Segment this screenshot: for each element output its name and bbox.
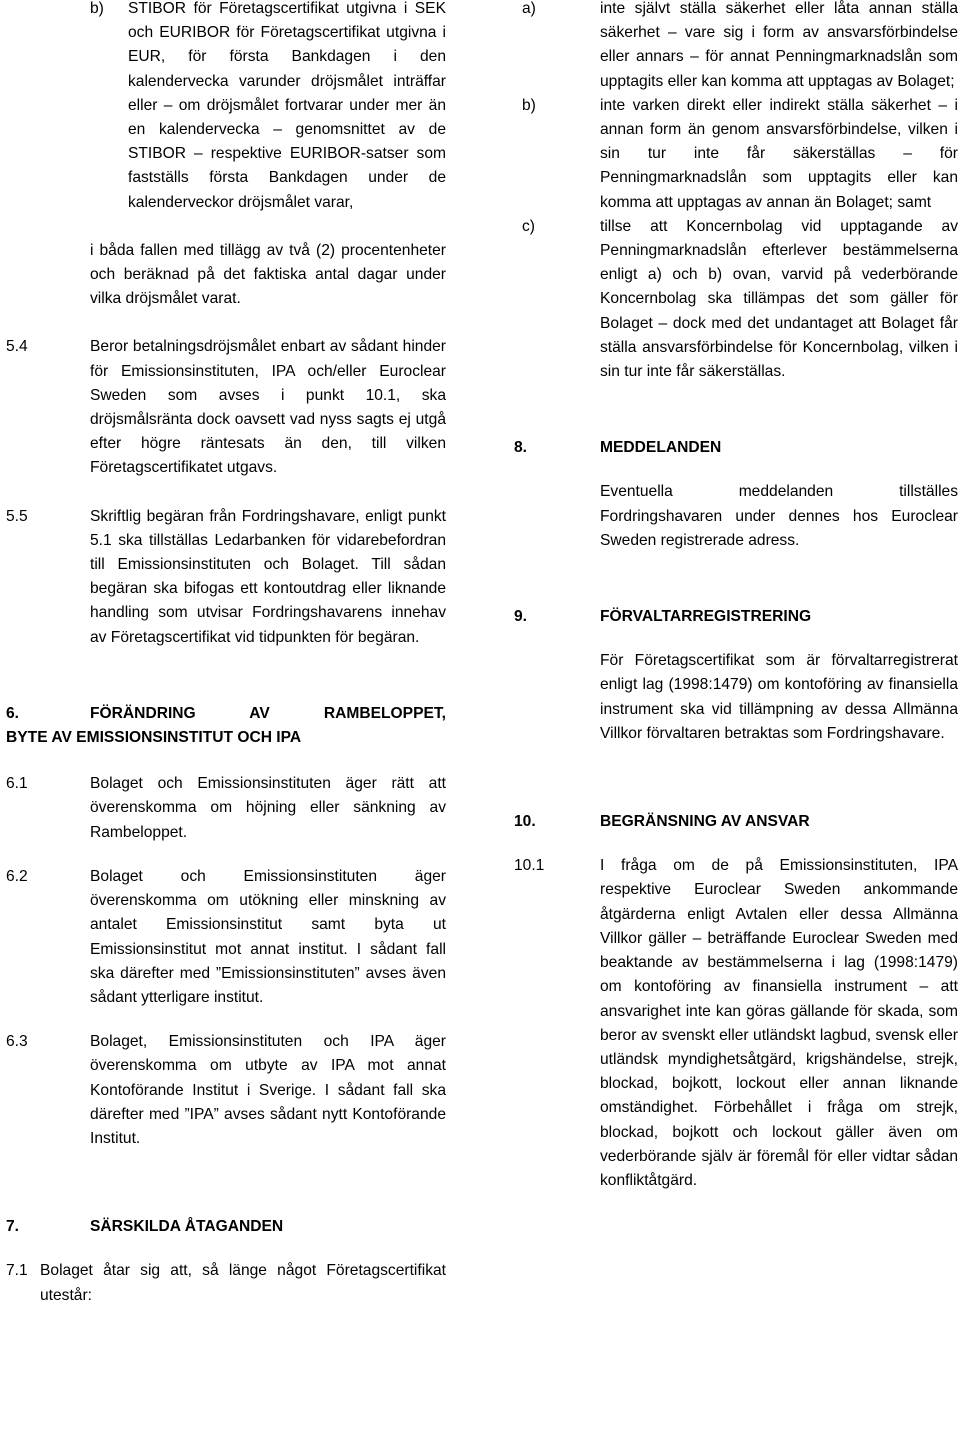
heading-title-continued: BYTE AV EMISSIONSINSTITUT OCH IPA [6, 729, 302, 747]
list-item-label: b) [90, 0, 104, 17]
section-number: 10.1 [514, 857, 545, 875]
list-item [90, 0, 446, 215]
section-6-3 [6, 1030, 446, 1151]
section-6-2 [6, 865, 446, 1010]
heading-title: FÖRÄNDRING AV RAMBELOPPET, [90, 704, 446, 722]
section-heading-9 [514, 605, 958, 629]
paragraph: Eventuella meddelanden tillställes Fordringshavaren under dennes hos Euroclear Sweden registrerade adress. [600, 483, 958, 549]
section-text: I fråga om de på Emissionsinstituten, IPA respektive Euroclear Sweden ankommande åtgärderna enligt Avtalen eller dessa Allmänna Villkor gäller – beträffande Euroclear Sweden med beaktande av bestämmelserna i lag (1998:1479) om kontoföring av finansiella instrument – att ansvarighet inte kan göras gällande för skada, som beror av svenskt eller utländskt lagbud, svensk eller utländsk myndighetsåtgärd, krigshändelse, strejk, blockad, bojkott, lockout eller annan liknande omständighet. Förbehållet i fråga om strejk, blockad, bojkott och lockout gäller även om vederbörande själv är föremål för eller vidtar sådan konfliktåtgärd. [600, 857, 958, 1189]
section-text: Skriftlig begäran från Fordringshavare, enligt punkt 5.1 ska tillställas Ledarbanken för vidarebefordran till Emissionsinstituten och Bolaget. Till sådan begäran ska bifogas ett kontoutdrag eller liknande handling som utvisar Fordringshavarens innehav av Företagscertifikat vid tidpunkten för begäran. [90, 507, 446, 646]
section-number: 6.2 [6, 867, 28, 885]
section-text: Bolaget åtar sig att, så länge något Företagscertifikat utestår: [40, 1262, 446, 1304]
list-item-text: inte självt ställa säkerhet eller låta annan ställa säkerhet – vare sig i form av ansvarsförbindelse eller annars – för annat Penningmarknadslån som upptagits eller kan komma att upptagas av Bolaget; [600, 0, 958, 90]
list-item-label: a) [522, 0, 536, 17]
heading-title: MEDDELANDEN [600, 439, 722, 457]
section-text: Bolaget och Emissionsinstituten äger överenskomma om utökning eller minskning av antalet Emissionsinstitut samt byta ut Emissionsinstitut mot annat institut. I sådant fall ska därefter med ”Emissionsinstituten” avses även sådant ytterligare institut. [90, 867, 446, 1006]
section-10-1 [514, 854, 958, 1193]
list-item [522, 94, 958, 215]
section-heading-8 [514, 436, 958, 460]
paragraph: i båda fallen med tillägg av två (2) procentenheter och beräknad på det faktiska antal dagar under vilka dröjsmålet varat. [90, 241, 446, 308]
list-item-label: b) [522, 96, 536, 114]
list-item-text: STIBOR för Företagscertifikat utgivna i SEK och EURIBOR för Företagscertifikat utgivna i EUR, för första Bankdagen i den kalendervecka varunder dröjsmålet inträffar eller – om dröjsmålet fortvarar under mer än en kalendervecka – genomsnittet av de STIBOR – respektive EURIBOR-satser som fastställs första Bankdagen under de kalenderveckor dröjsmålet varar, [128, 0, 446, 211]
section-7-1 [6, 1259, 446, 1307]
section-5-5 [6, 505, 446, 650]
section-text: Bolaget, Emissionsinstituten och IPA äger överenskomma om utbyte av IPA mot annat Kontoförande Institut i Sverige. I sådant fall ska därefter med ”IPA” avses sådant nytt Kontoförande Institut. [90, 1033, 446, 1147]
heading-title: FÖRVALTARREGISTRERING [600, 608, 812, 626]
section-5-4 [6, 335, 446, 480]
section-number: 7.1 [6, 1262, 28, 1280]
section-heading-7 [6, 1215, 446, 1239]
list-item-text: inte varken direkt eller indirekt ställa säkerhet – i annan form än genom ansvarsförbindelse, vilken i sin tur inte får säkerställas – för Penningmarknadslån som upptagits eller kan komma att upptagas av annan än Bolaget; samt [600, 96, 958, 211]
section-heading-6 [6, 702, 446, 750]
left-column [6, 0, 446, 1308]
section-heading-10 [514, 810, 958, 834]
heading-title: BEGRÄNSNING AV ANSVAR [600, 813, 810, 831]
right-column [514, 0, 958, 1193]
section-6-1 [6, 772, 446, 845]
section-number: 5.4 [6, 338, 28, 356]
section-number: 6.3 [6, 1033, 28, 1051]
heading-number: 6. [6, 704, 20, 722]
list-item-label: c) [522, 217, 535, 235]
heading-number: 8. [514, 439, 528, 457]
section-text: Bolaget och Emissionsinstituten äger rätt att överenskomma om höjning eller sänkning av Rambeloppet. [90, 775, 446, 841]
section-number: 6.1 [6, 775, 28, 793]
paragraph: För Företagscertifikat som är förvaltarregistrerat enligt lag (1998:1479) om kontoföring av finansiella instrument ska vid tillämpning av dessa Allmänna Villkor förvaltaren betraktas som Fordringshavare. [600, 652, 958, 742]
heading-title: SÄRSKILDA ÅTAGANDEN [90, 1218, 284, 1236]
section-number: 5.5 [6, 507, 28, 525]
heading-number: 9. [514, 608, 528, 626]
list-item [522, 0, 958, 94]
heading-number: 10. [514, 813, 536, 831]
list-item-text: tillse att Koncernbolag vid upptagande av Penningmarknadslån efterlever bestämmelserna enligt a) och b) ovan, varvid på vederbörande Koncernbolag ska tillämpas det som gäller för Bolaget – dock med det undantaget att Bolaget får ställa ansvarsförbindelse för Koncernbolag, vilken i sin tur inte får säkerställas. [600, 217, 958, 381]
list-item [522, 215, 958, 384]
section-text: Beror betalningsdröjsmålet enbart av sådant hinder för Emissionsinstituten, IPA och/eller Euroclear Sweden som avses i punkt 10.1, ska dröjsmålsränta dock oavsett vad nyss sagts ej utgå efter högre räntesats än den, till vilken Företagscertifikatet utgavs. [90, 338, 446, 477]
heading-number: 7. [6, 1218, 20, 1236]
